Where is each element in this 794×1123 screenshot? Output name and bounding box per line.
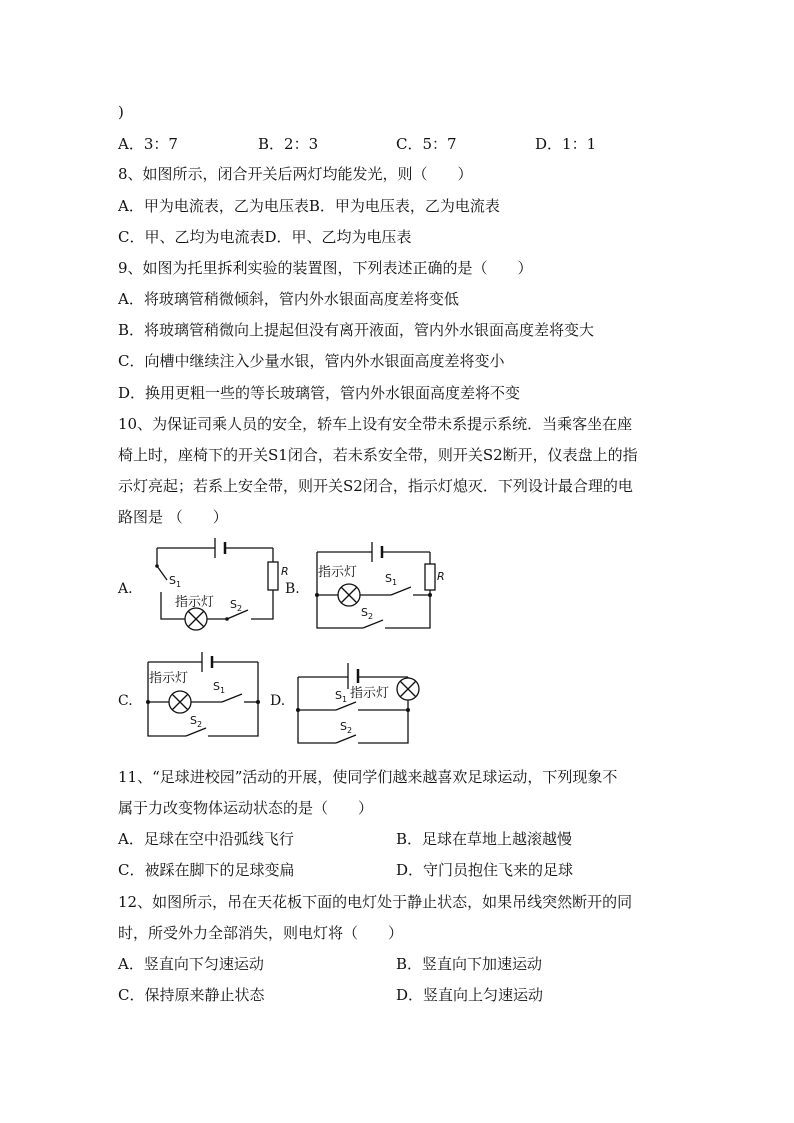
svg-text:指示灯: 指示灯 — [149, 671, 189, 686]
svg-text:S1: $S_1$ — [335, 689, 348, 704]
q12-option-b: B．竖直向下加速运动 — [396, 955, 543, 973]
q11-option-a: A．足球在空中沿弧线飞行 — [118, 830, 294, 848]
circuit-a-label: A. — [118, 581, 133, 597]
q9-option-d: D．换用更粗一些的等长玻璃管，管内外水银面高度差将不变 — [118, 384, 521, 402]
q11-line2: 属于力改变物体运动状态的是（ ） — [118, 799, 374, 817]
svg-text:S2: $S_2$ — [190, 714, 203, 729]
lamp-indicator — [397, 678, 419, 700]
q11-line1: 11、“足球进校园”活动的开展，使同学们越来越喜欢足球运动，下列现象不 — [118, 768, 618, 786]
q12-line2: 时，所受外力全部消失，则电灯将（ ） — [118, 924, 404, 942]
q10-line3: 示灯亮起；若系上安全带，则开关S2闭合，指示灯熄灭．下列设计最合理的电 — [118, 477, 633, 495]
circuit-diagram-d — [290, 655, 420, 750]
q7-option-c: C．5：7 — [396, 135, 457, 153]
q12-option-c: C．保持原来静止状态 — [118, 986, 265, 1004]
svg-text:R: R — [437, 570, 445, 583]
q10-line1: 10、为保证司乘人员的安全，轿车上设有安全带未系提示系统．当乘客坐在座 — [118, 415, 633, 433]
q9-option-b: B．将玻璃管稍微向上提起但没有离开液面，管内外水银面高度差将变大 — [118, 321, 595, 339]
svg-text:S2: $S_2$ — [361, 606, 374, 621]
lamp-indicator — [338, 584, 360, 606]
q10-line4: 路图是 （ ） — [118, 508, 228, 526]
svg-text:S1: $S_1$ — [213, 680, 226, 695]
circuit-diagram-c — [140, 648, 265, 750]
q9-option-c: C．向槽中继续注入少量水银，管内外水银面高度差将变小 — [118, 352, 505, 370]
circuit-diagram-b — [305, 540, 450, 635]
label-s2: $S_2$ — [230, 598, 243, 613]
q12-option-d: D．竖直向上匀速运动 — [396, 986, 544, 1004]
resistor-r — [425, 564, 435, 590]
q9-option-a: A．将玻璃管稍微倾斜，管内外水银面高度差将变低 — [118, 290, 459, 308]
q8-options-row1: A．甲为电流表，乙为电压表B．甲为电压表，乙为电流表 — [118, 197, 500, 215]
q12-line1: 12、如图所示，吊在天花板下面的电灯处于静止状态，如果吊线突然断开的同 — [118, 893, 633, 911]
resistor-r — [268, 562, 278, 590]
q8-options-row2: C．甲、乙均为电流表D．甲、乙均为电压表 — [118, 228, 412, 246]
q7-option-d: D．1：1 — [535, 135, 597, 153]
svg-text:指示灯: 指示灯 — [318, 565, 358, 580]
q7-tail: ) — [118, 103, 124, 121]
q11-option-b: B．足球在草地上越滚越慢 — [396, 830, 573, 848]
q10-line2: 椅上时，座椅下的开关S1闭合，若未系安全带，则开关S2断开，仪表盘上的指 — [118, 446, 638, 464]
q8-stem: 8、如图所示，闭合开关后两灯均能发光，则（ ） — [118, 165, 473, 183]
circuit-diagram-a — [145, 532, 289, 632]
lamp-indicator — [169, 691, 191, 713]
label-s1: $S_1$ — [169, 574, 182, 589]
label-lamp: 指示灯 — [175, 595, 215, 610]
q9-stem: 9、如图为托里拆利实验的装置图，下列表述正确的是（ ） — [118, 259, 533, 277]
q11-option-d: D．守门员抱住飞来的足球 — [396, 861, 574, 879]
q12-option-a: A．竖直向下匀速运动 — [118, 955, 264, 973]
q7-option-a: A．3：7 — [118, 135, 178, 153]
svg-text:S1: $S_1$ — [385, 572, 398, 587]
svg-text:S2: $S_2$ — [340, 720, 353, 735]
circuit-c-label: C. — [118, 693, 133, 709]
q11-option-c: C．被踩在脚下的足球变扁 — [118, 861, 295, 879]
circuit-d-label: D. — [270, 693, 286, 709]
label-r: R — [281, 565, 289, 578]
svg-text:指示灯: 指示灯 — [350, 686, 390, 701]
q7-option-b: B．2：3 — [258, 135, 319, 153]
switch-s1-blade — [157, 566, 167, 580]
lamp-indicator — [185, 608, 207, 630]
circuit-b-label: B. — [285, 581, 300, 597]
